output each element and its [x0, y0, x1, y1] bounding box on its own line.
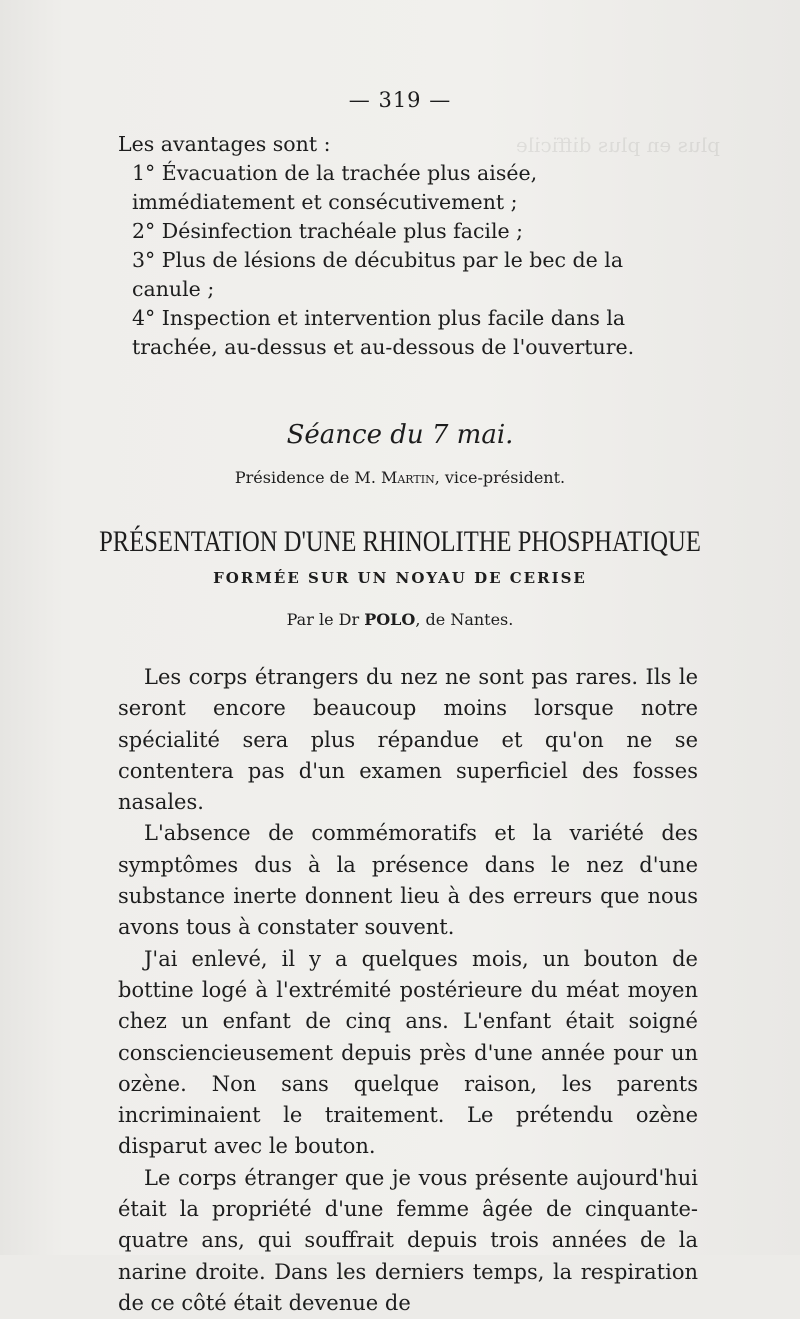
paragraph: Les corps étrangers du nez ne sont pas rares. Ils le seront encore beaucoup moins lorsque notre spécialité sera plus répandue et qu'on ne se contentera pas d'un examen superficiel des fosses nasales. [118, 665, 698, 815]
advantage-item: 1° Évacuation de la trachée plus aisée, immédiatement et consécutivement ; [132, 161, 538, 214]
president-name: Martin [380, 468, 435, 487]
show-through-text: plus en plus difficile [515, 133, 720, 157]
author-name: POLO [364, 610, 416, 629]
advantages-lead: Les avantages sont : [118, 132, 331, 156]
presidency-prefix: Présidence de M. [234, 468, 381, 487]
article-author [0, 610, 800, 629]
session-heading: Séance du 7 mai. [286, 420, 514, 450]
author-prefix: Par le Dr [286, 610, 365, 629]
advantage-item: 3° Plus de lésions de décubitus par le bec de la canule ; [132, 248, 624, 301]
advantage-item: 4° Inspection et intervention plus facile dans la trachée, au-dessus et au-dessous de l'ouverture. [132, 306, 635, 359]
presidency-suffix: , vice-président. [434, 468, 566, 487]
paragraph: J'ai enlevé, il y a quelques mois, un bouton de bottine logé à l'extrémité postérieure du méat moyen chez un enfant de cinq ans. L'enfant était soigné consciencieusement depuis près d'une année pour un ozène. Non sans quelque raison, les parents incriminaient le traitement. Le prétendu ozène disparut avec le bouton. [118, 946, 698, 1159]
advantages-list [118, 130, 688, 362]
paragraph: L'absence de commémoratifs et la variété des symptômes dus à la présence dans le nez d'une substance inerte donnent lieu à des erreurs que nous avons tous à constater souvent. [118, 821, 698, 940]
paragraph: Le corps étranger que je vous présente aujourd'hui était la propriété d'une femme âgée de cinquante-quatre ans, qui souffrait depuis trois années de la narine droite. Dans les derniers temps, la respiration de ce côté était devenue de [118, 1165, 698, 1315]
presidency-line [0, 468, 800, 487]
article-title: PRÉSENTATION D'UNE RHINOLITHE PHOSPHATIQUE [99, 525, 701, 558]
advantage-item: 2° Désinfection trachéale plus facile ; [132, 219, 524, 243]
page-number: — 319 — [348, 88, 452, 112]
article-subtitle: FORMÉE SUR UN NOYAU DE CERISE [213, 569, 587, 587]
author-suffix: , de Nantes. [415, 610, 514, 629]
article-body [118, 662, 698, 1319]
